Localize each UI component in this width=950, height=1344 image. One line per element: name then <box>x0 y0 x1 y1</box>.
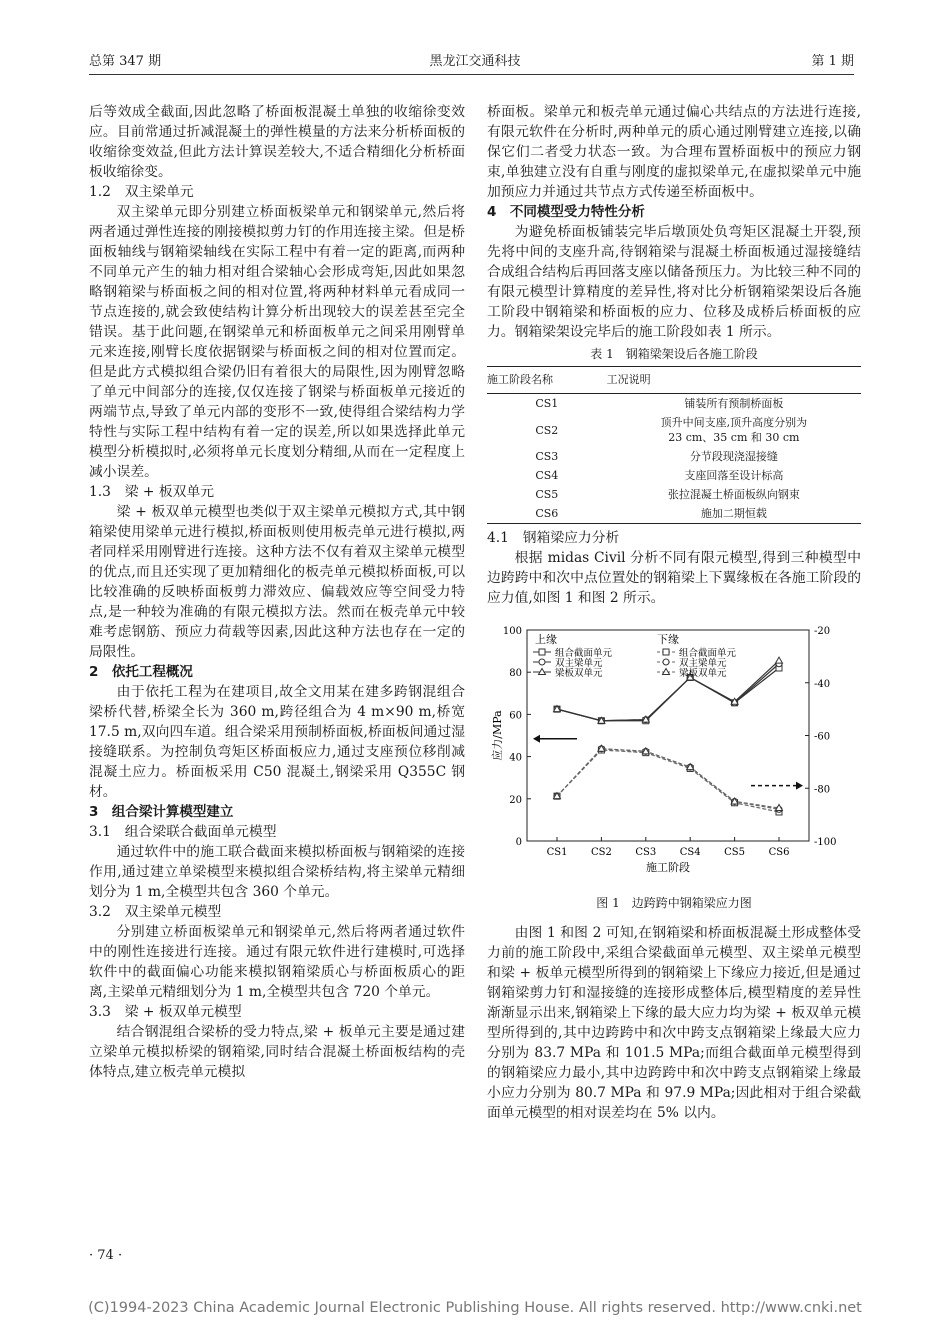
paragraph: 通过软件中的施工联合截面来模拟桥面板与钢箱梁的连接作用,通过建立单梁模型来模拟组合梁桥结构,将主梁单元精细划分为 1 m,全模型共包含 360 个单元。 <box>89 844 465 900</box>
table-row <box>487 466 861 485</box>
legend-entry: 梁板双单元 <box>679 668 727 679</box>
header-rule <box>89 74 854 75</box>
series-line <box>557 749 779 810</box>
stage-desc-cell: 施加二期恒载 <box>607 504 861 524</box>
x-tick-label: CS5 <box>724 847 746 858</box>
section-heading-3-3: 3.3 梁 + 板双单元模型 <box>89 1004 242 1020</box>
x-tick-label: CS6 <box>768 847 790 858</box>
table-row <box>487 394 861 414</box>
legend-marker <box>539 649 545 655</box>
legend-marker <box>663 649 669 655</box>
table-row <box>487 504 861 524</box>
stage-desc-cell: 顶升中间支座,顶升高度分别为 23 cm、35 cm 和 30 cm <box>660 416 808 444</box>
paragraph: 双主梁单元即分别建立桥面板梁单元和钢梁单元,然后将两者通过弹性连接的刚接模拟剪力钉的作用连接主梁。但是桥面板轴线与钢箱梁轴线在实际工程中有着一定的距离,而两种不同单元产生的轴力相对组合梁轴心会形成弯矩,因此如果忽略钢箱梁与桥面板之间的相对位置,将两种材料单元看成同一节点连接的,就会致使结构计算分析出现较大的误差甚至完全错误。基于此问题,在钢梁单元和桥面板单元之间采用刚臂单元来连接,刚臂长度依据钢梁与桥面板之间的相对位置而定。但是此方式模拟组合梁仍旧有着很大的局限性,因为刚臂忽略了单元中间部分的连接,仅仅连接了钢梁与桥面板单元接近的两端节点,导致了单元内部的变形不一致,使得组合梁结构力学特性与实际工程中结构有着一定的误差,所以如果选择此单元模型分析模拟时,必须将单元长度划分精细,从而在一定程度上减小误差。 <box>89 204 465 480</box>
legend-marker <box>539 659 545 665</box>
left-tick-label: 100 <box>502 626 522 637</box>
data-point <box>776 657 783 663</box>
stage-desc-cell: 张拉混凝土桥面板纵向钢束 <box>667 488 800 501</box>
x-axis-label: 施工阶段 <box>646 861 690 874</box>
paragraph: 后等效成全截面,因此忽略了桥面板混凝土单独的收缩徐变效应。目前常通过折减混凝土的弹性模量的方法来分析桥面板的收缩徐变效益,但此方法计算误差较大,不适合精细化分析桥面板收缩徐变。 <box>89 104 465 180</box>
legend-entry: 双主梁单元 <box>679 658 727 669</box>
table-row <box>487 485 861 504</box>
page-header <box>0 0 950 78</box>
legend-entry: 双主梁单元 <box>555 658 603 669</box>
section-heading-1-2: 1.2 双主梁单元 <box>89 184 194 200</box>
right-tick-label: -100 <box>814 837 837 848</box>
table-header: 施工阶段名称 <box>487 367 607 394</box>
stage-name-cell: CS5 <box>535 488 559 501</box>
right-tick-label: -40 <box>814 678 831 690</box>
y-axis-label: 应力/MPa <box>491 710 504 761</box>
figure-1 <box>487 616 861 913</box>
legend-entry: 组合截面单元 <box>679 648 737 659</box>
paragraph: 分别建立桥面板梁单元和钢梁单元,然后将两者通过软件中的刚性连接进行连接。通过有限元软件进行建模时,可选择软件中的截面偏心功能来模拟钢箱梁质心与桥面板质心的距离,主梁单元精细划分为 1 m,全模型共包含 720 个单元。 <box>89 924 465 1000</box>
paragraph: 梁 + 板双单元模型也类似于双主梁单元模拟方式,其中钢箱梁使用梁单元进行模拟,桥面板则使用板壳单元进行模拟,两者同样采用刚臂进行连接。这种方法不仅有着双主梁单元模型的优点,而且还实现了更加精细化的板壳单元模拟桥面板,可以比较准确的反映桥面板剪力滞效应、偏载效应等空间受力特点,是一种较为准确的有限元模拟方法。然而在板壳单元中较难考虑钢筋、预应力荷载等因素,因此这种方法也存在一定的局限性。 <box>89 504 465 660</box>
left-tick-label: 40 <box>509 752 522 764</box>
section-heading-3-2: 3.2 双主梁单元模型 <box>89 904 222 920</box>
left-axis-arrowhead <box>533 735 540 743</box>
issue-number: 总第 347 期 <box>89 54 162 69</box>
stage-name-cell: CS6 <box>487 504 607 524</box>
legend-entry: 组合截面单元 <box>555 648 613 659</box>
series-line <box>557 749 779 808</box>
stress-chart <box>487 616 861 881</box>
section-heading-3-1: 3.1 组合梁联合截面单元模型 <box>89 824 277 840</box>
stage-name-cell: CS4 <box>535 469 559 482</box>
section-heading-3: 3 组合梁计算模型建立 <box>89 804 234 820</box>
section-heading-4: 4 不同模型受力特性分析 <box>487 204 645 220</box>
right-column <box>487 102 861 1123</box>
left-tick-label: 0 <box>515 837 522 848</box>
table-caption: 表 1 钢箱梁架设后各施工阶段 <box>590 347 758 361</box>
stage-name-cell: CS2 <box>535 423 559 437</box>
left-tick-label: 20 <box>509 794 522 806</box>
stage-desc-cell: 分节段现浇湿接缝 <box>689 450 778 463</box>
legend-marker <box>663 659 669 665</box>
left-tick-label: 60 <box>509 710 522 722</box>
paragraph: 根据 midas Civil 分析不同有限元模型,得到三种模型中边跨跨中和次中点位置处的钢箱梁上下翼缘板在各施工阶段的应力值,如图 1 和图 2 所示。 <box>487 550 861 606</box>
paragraph: 为避免桥面板铺装完毕后墩顶处负弯矩区混凝土开裂,预先将中间的支座升高,待钢箱梁与混凝土桥面板通过湿接缝结合成组合结构后再回落支座以储备预压力。为比较三种不同的有限元模型计算精度的差异性,将对比分析钢箱梁架设后各施工阶段中钢箱梁和桥面板的应力、位移及成桥后桥面板的应力。钢箱梁架设完毕后的施工阶段如表 1 所示。 <box>487 224 861 340</box>
paragraph: 由图 1 和图 2 可知,在钢箱梁和桥面板混凝土形成整体受力前的施工阶段中,采组合梁截面单元模型、双主梁单元模型和梁 + 板单元模型所得到的钢箱梁上下缘应力接近,但是通过钢箱梁剪力钉和湿接缝的连接形成整体后,模型精度的差异性渐渐显示出来,钢箱梁上下缘的最大应力均为梁 + 板双单元模型所得到的,其中边跨跨中和次中跨支点钢箱梁上缘最大应力分别为 83.7 MPa 和 101.5 MPa;而组合截面单元模型得到的钢箱梁应力最小,其中边跨跨中和次中跨支点钢箱梁上缘最小应力分别为 80.7 MPa 和 97.9 MPa;因此相对于组合梁截面单元模型的相对误差均在 5% 以内。 <box>487 925 861 1121</box>
paragraph: 桥面板。梁单元和板壳单元通过偏心共结点的方法进行连接,有限元软件在分析时,两种单元的质心通过刚臂建立连接,以确保它们二者受力状态一致。为合理布置桥面板中的预应力钢束,单独建立没有自重与刚度的虚拟梁单元,在虚拟梁单元中施加预应力并通过共节点方式传递至桥面板中。 <box>487 104 861 200</box>
right-axis-arrowhead <box>796 782 803 790</box>
stage-name-cell: CS1 <box>535 397 559 410</box>
page-number: · 74 · <box>89 1248 123 1263</box>
stage-name-cell: CS3 <box>535 450 559 463</box>
section-heading-4-1: 4.1 钢箱梁应力分析 <box>487 530 620 546</box>
paragraph: 结合钢混组合梁桥的受力特点,梁 + 板单元主要是通过建立梁单元模拟桥梁的钢箱梁,同时结合混凝土桥面板结构的壳体特点,建立板壳单元模拟 <box>89 1024 465 1080</box>
journal-title: 黑龙江交通科技 <box>429 54 521 69</box>
x-tick-label: CS1 <box>546 847 568 858</box>
table-row <box>487 413 861 447</box>
issue-label: 第 1 期 <box>811 54 854 69</box>
x-tick-label: CS2 <box>590 847 612 858</box>
section-heading-1-3: 1.3 梁 + 板双单元 <box>89 484 215 500</box>
left-tick-label: 80 <box>509 668 522 680</box>
section-heading-2: 2 依托工程概况 <box>89 664 193 680</box>
x-tick-label: CS4 <box>679 847 701 858</box>
legend-entry: 梁板双单元 <box>555 668 603 679</box>
left-column <box>89 102 465 1082</box>
paragraph: 由于依托工程为在建项目,故全文用某在建多跨钢混组合梁桥代替,桥梁全长为 360 m,跨径组合为 4 m×90 m,桥宽 17.5 m,双向四车道。组合梁采用预制桥面板,桥面板间通过湿接缝联系。为控制负弯矩区桥面板应力,通过支座预位移削减混凝土应力。桥面板采用 C50 混凝土,钢梁采用 Q355C 钢材。 <box>89 684 465 800</box>
stage-table <box>487 366 861 524</box>
right-tick-label: -60 <box>814 731 831 743</box>
stage-desc-cell: 铺装所有预制桥面板 <box>684 397 784 410</box>
x-tick-label: CS3 <box>635 847 657 858</box>
figure-caption: 图 1 边跨跨中钢箱梁应力图 <box>596 896 752 910</box>
table-row <box>487 447 861 466</box>
lower-flange-label: 下缘 <box>657 633 679 646</box>
copyright-notice: (C)1994-2023 China Academic Journal Electronic Publishing House. All rights reserved. http://www.cnki.net <box>88 1300 862 1316</box>
right-tick-label: -80 <box>814 784 831 796</box>
upper-flange-label: 上缘 <box>535 633 557 646</box>
stage-desc-cell: 支座回落至设计标高 <box>684 469 784 482</box>
table-header: 工况说明 <box>607 367 861 394</box>
right-tick-label: -20 <box>814 626 831 637</box>
